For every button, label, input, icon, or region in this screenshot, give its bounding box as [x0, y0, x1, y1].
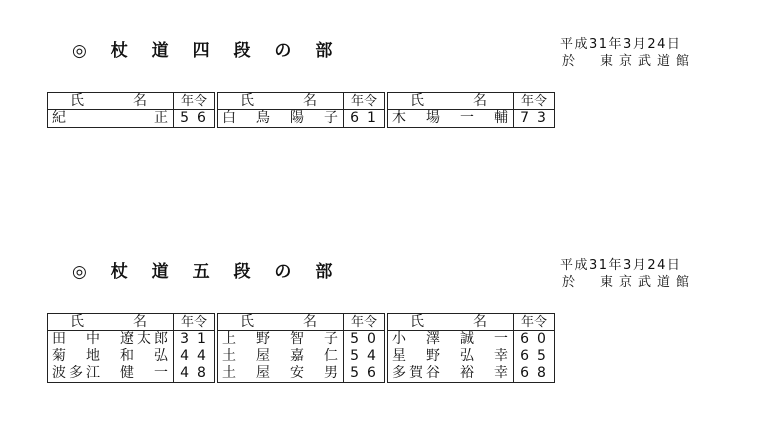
- person-name: 土 屋 安 男: [218, 365, 344, 382]
- person-age: 44: [180, 348, 214, 364]
- header-age: 年令: [514, 314, 554, 331]
- person-age: 56: [350, 365, 384, 381]
- person-name: 田 中 遼太郎: [48, 331, 174, 348]
- header-age: 年令: [514, 93, 554, 110]
- results-group: [387, 313, 555, 383]
- header-age: 年令: [174, 93, 214, 110]
- person-age: 48: [180, 365, 214, 381]
- person-age: 54: [350, 348, 384, 364]
- person-name: 上 野 智 子: [218, 331, 344, 348]
- event-info: [560, 257, 695, 291]
- event-info: [560, 36, 695, 70]
- person-age: 31: [180, 331, 214, 347]
- results-group: [47, 92, 215, 128]
- person-age: 60: [520, 331, 554, 347]
- person-age: 68: [520, 365, 554, 381]
- person-name: 小 澤 誠 一: [388, 331, 514, 348]
- header-age: 年令: [344, 314, 384, 331]
- results-group: [387, 92, 555, 128]
- header-age: 年令: [344, 93, 384, 110]
- event-date: 平成31年3月24日: [560, 258, 682, 273]
- results-table: [47, 313, 557, 383]
- event-date: 平成31年3月24日: [560, 37, 682, 52]
- person-name: 多賀谷 裕 幸: [388, 365, 514, 382]
- header-age: 年令: [174, 314, 214, 331]
- person-age: 50: [350, 331, 384, 347]
- section-title: ◎ 杖 道 四 段 の 部: [72, 41, 342, 61]
- header-name: 氏 名: [218, 93, 344, 110]
- person-name: 紀 正: [48, 110, 174, 127]
- header-name: 氏 名: [388, 93, 514, 110]
- person-age: 61: [350, 110, 384, 126]
- results-group: [47, 313, 215, 383]
- person-age: 73: [520, 110, 554, 126]
- header-name: 氏 名: [218, 314, 344, 331]
- header-name: 氏 名: [48, 314, 174, 331]
- person-name: 菊 地 和 弘: [48, 348, 174, 365]
- section-title: ◎ 杖 道 五 段 の 部: [72, 262, 342, 282]
- event-venue: 於 東京武道館: [562, 54, 696, 69]
- person-name: 白 鳥 陽 子: [218, 110, 344, 127]
- results-group: [217, 92, 385, 128]
- header-name: 氏 名: [388, 314, 514, 331]
- person-name: 波多江 健 一: [48, 365, 174, 382]
- person-age: 56: [180, 110, 214, 126]
- person-age: 65: [520, 348, 554, 364]
- person-name: 星 野 弘 幸: [388, 348, 514, 365]
- event-venue: 於 東京武道館: [562, 275, 696, 290]
- person-name: 木 場 一 輔: [388, 110, 514, 127]
- header-name: 氏 名: [48, 93, 174, 110]
- results-group: [217, 313, 385, 383]
- person-name: 土 屋 嘉 仁: [218, 348, 344, 365]
- results-table: [47, 92, 557, 128]
